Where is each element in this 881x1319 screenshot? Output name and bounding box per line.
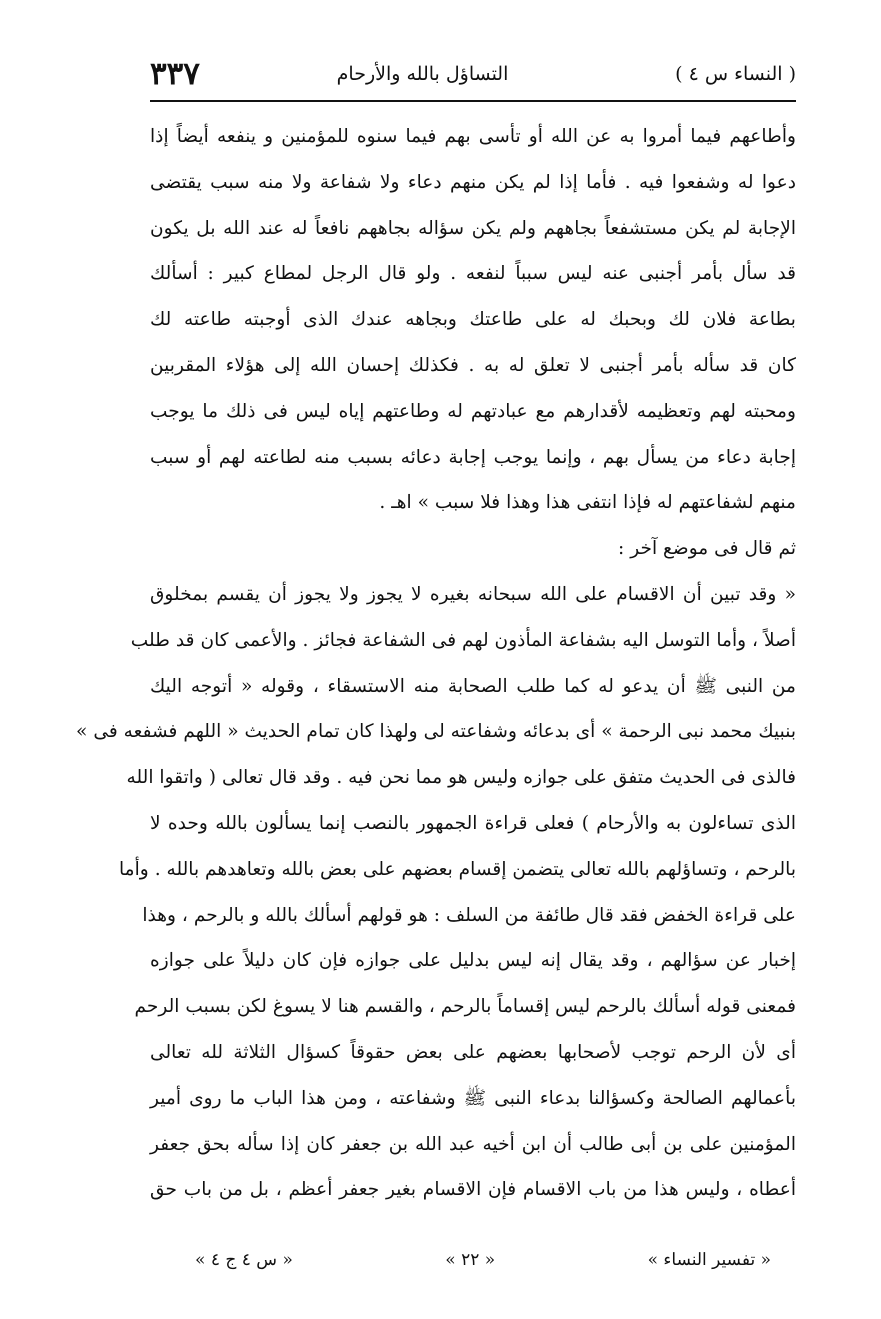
page-header	[150, 50, 796, 98]
footer-volume-reference: « س ٤ ج ٤ »	[195, 1250, 293, 1270]
text-line: فمعنى قوله أسألك بالرحم ليس إقساماً بالرحم ، والقسم هنا لا يسوغ لكن بسبب الرحم	[134, 996, 796, 1018]
page-number: ٣٣٧	[150, 56, 200, 92]
text-line: فالذى فى الحديث متفق على جوازه وليس هو مما نحن فيه . وقد قال تعالى ( واتقوا الله	[126, 767, 796, 789]
text-line: بطاعة فلان لك وبحبك له على طاعتك وبجاهه عندك الذى أوجبته طاعته لك	[150, 309, 796, 331]
text-line: منهم لشفاعتهم له فإذا انتفى هذا وهذا فلا سبب » اهـ .	[379, 492, 796, 514]
text-line: أصلاً ، وأما التوسل اليه بشفاعة المأذون لهم فى الشفاعة فجائز . والأعمى كان قد طلب	[130, 629, 796, 651]
body-text	[76, 114, 796, 1213]
text-line: قد سأل بأمر أجنبى عنه ليس سبباً لنفعه . ولو قال الرجل لمطاع كبير : أسألك	[150, 263, 796, 285]
text-line: أى لأن الرحم توجب لأصحابها بعضهم على بعض حقوقاً كسؤال الثلاثة لله تعالى	[150, 1041, 796, 1063]
text-line: بنبيك محمد نبى الرحمة » أى بدعائه وشفاعته لى ولهذا كان تمام الحديث « اللهم فشفعه فى »	[76, 721, 796, 743]
page-footer	[195, 1240, 771, 1280]
text-line: بالرحم ، وتساؤلهم بالله تعالى يتضمن إقسام بعضهم على بعض بالله وتعاهدهم بالله . وأما	[119, 858, 796, 880]
footer-signature-number: « ٢٢ »	[445, 1250, 496, 1270]
text-line: الإجابة لم يكن مستشفعاً بجاههم ولم يكن سؤاله بجاههم نافعاً له عند الله بل يكون	[150, 217, 796, 239]
text-line: الذى تساءلون به والأرحام ) فعلى قراءة الجمهور بالنصب إنما يسألون بالله وحده لا	[150, 812, 796, 834]
text-line: كان قد سأله بأمر أجنبى لا تعلق له به . فكذلك إحسان الله إلى هؤلاء المقربين	[150, 354, 796, 376]
text-line: المؤمنين على بن أبى طالب أن ابن أخيه عبد الله بن جعفر كان إذا سأله بحق جعفر	[150, 1133, 796, 1155]
text-line: أعطاه ، وليس هذا من باب الاقسام فإن الاقسام بغير جعفر أعظم ، بل من باب حق	[150, 1179, 796, 1201]
text-line: « وقد تبين أن الاقسام على الله سبحانه بغيره لا يجوز ولا يجوز أن يقسم بمخلوق	[150, 583, 796, 605]
text-line: من النبى ﷺ أن يدعو له كما طلب الصحابة منه الاستسقاء ، وقوله « أتوجه اليك	[150, 675, 796, 697]
text-line: على قراءة الخفض فقد قال طائفة من السلف : هو قولهم أسألك بالله و بالرحم ، وهذا	[142, 904, 796, 926]
section-heading: ثم قال فى موضع آخر :	[618, 538, 796, 560]
text-line: ومحبته لهم وتعظيمه لأقدارهم مع عبادتهم له وطاعتهم إياه ليس فى ذلك ما يوجب	[150, 400, 796, 422]
text-line: إجابة دعاء من يسأل بهم ، وإنما يوجب إجابة دعائه بسبب منه لطاعته لهم أو سبب	[150, 446, 796, 468]
surah-reference: ( النساء س ٤ )	[675, 63, 796, 85]
header-rule	[150, 100, 796, 102]
text-line: بأعمالهم الصالحة وكسؤالنا بدعاء النبى ﷺ وشفاعته ، ومن هذا الباب ما روى أمير	[150, 1087, 796, 1109]
text-line: إخبار عن سؤالهم ، وقد يقال إنه ليس بدليل على جوازه فإن كان دليلاً على جوازه	[150, 950, 796, 972]
text-line: وأطاعهم فيما أمروا به عن الله أو تأسى بهم فيما سنوه للمؤمنين و ينفعه أيضاً إذا	[150, 126, 796, 147]
running-title: التساؤل بالله والأرحام	[336, 63, 509, 85]
footer-book-title: « تفسير النساء »	[647, 1250, 771, 1270]
text-line: دعوا له وشفعوا فيه . فأما إذا لم يكن منهم دعاء ولا شفاعة ولا منه سبب يقتضى	[150, 171, 796, 193]
